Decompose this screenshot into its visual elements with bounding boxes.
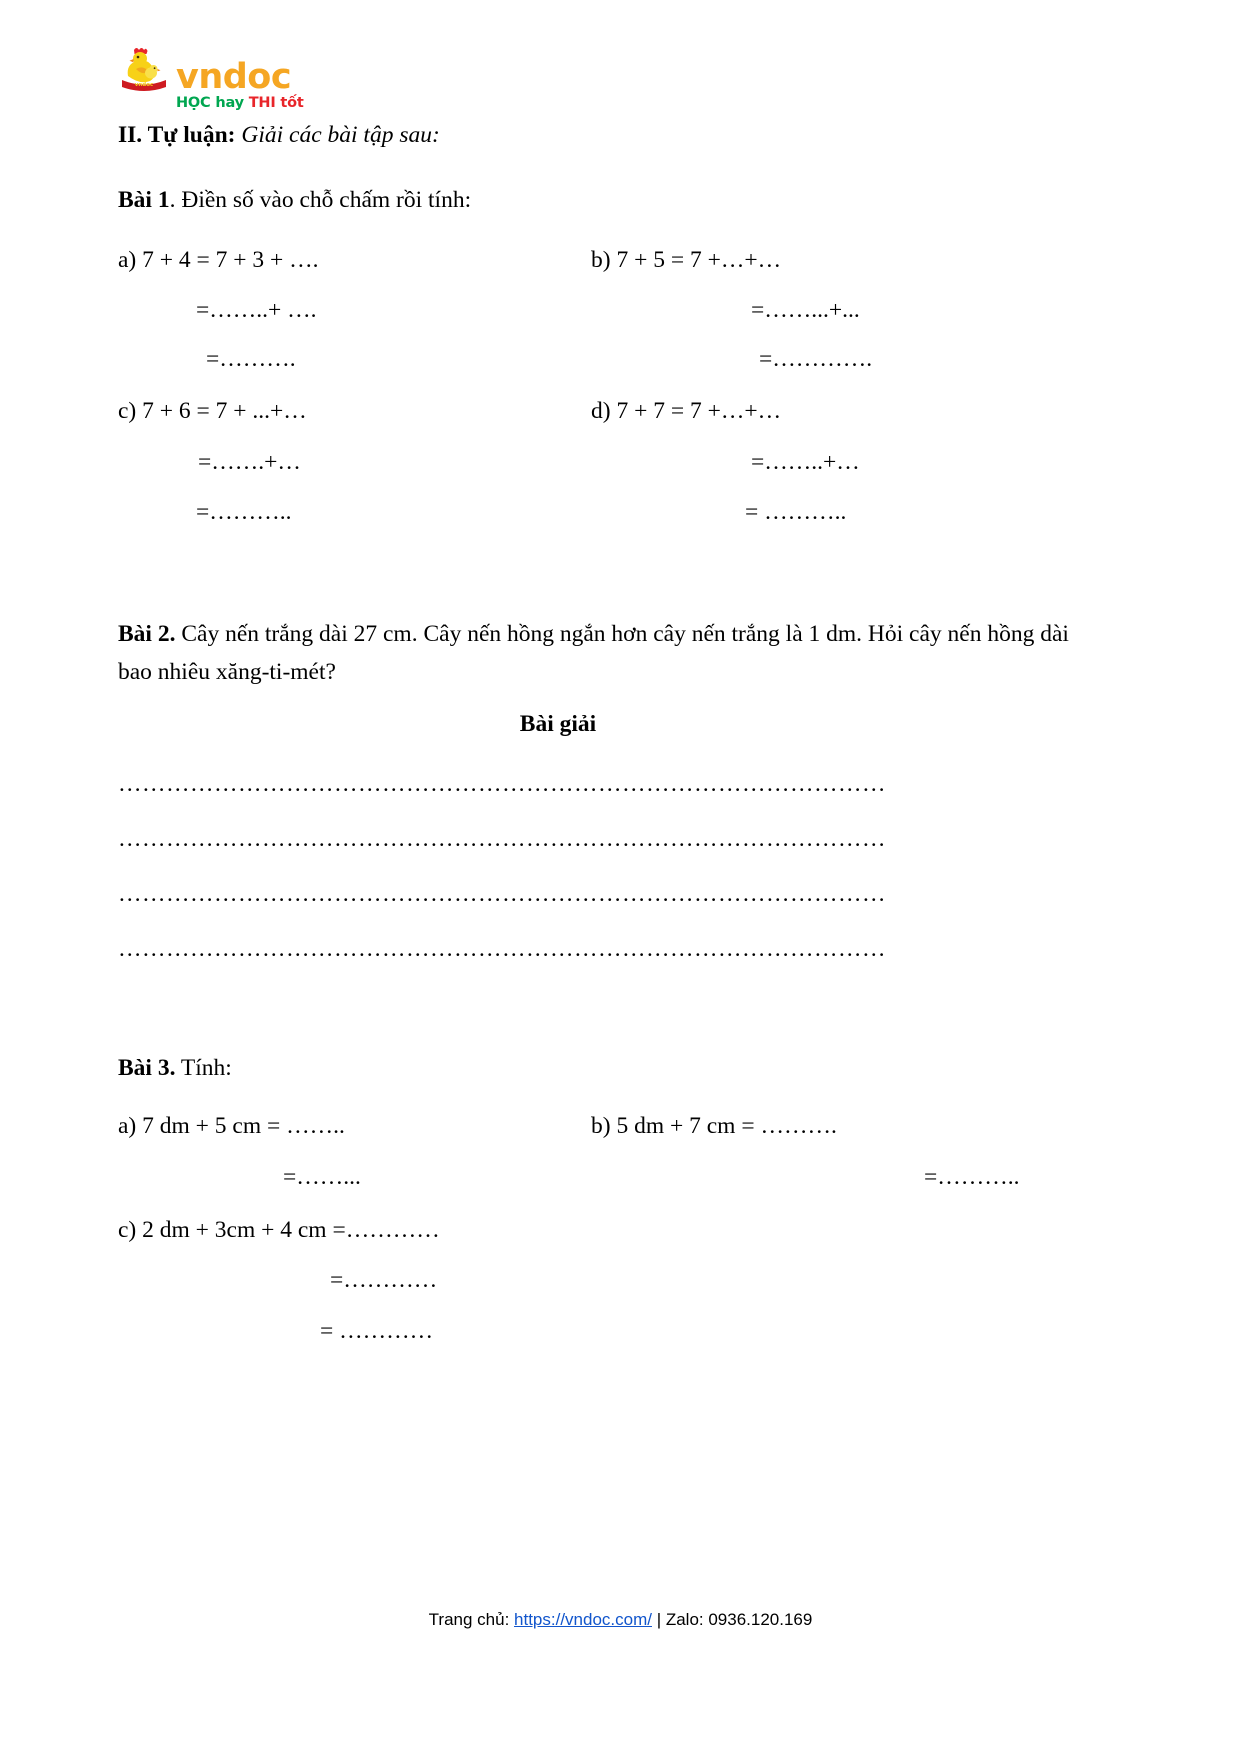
bai1-item-d-line3: = ……….. bbox=[745, 499, 847, 526]
bai3-item-c-line2: =………… bbox=[330, 1267, 438, 1294]
bai1-row-ab-line1 bbox=[118, 248, 1123, 273]
bai1-row-ab-line3 bbox=[118, 347, 1123, 372]
section-heading-bold: II. Tự luận: bbox=[118, 122, 236, 148]
bai1-item-c-line3: =……….. bbox=[196, 499, 292, 526]
bai1-label: Bài 1 bbox=[118, 187, 170, 214]
section-heading-italic: Giải các bài tập sau: bbox=[235, 122, 440, 148]
bai3-item-c-line3: = ………… bbox=[320, 1318, 434, 1345]
page-footer bbox=[0, 1610, 1241, 1630]
bai1-row-cd-line3 bbox=[118, 500, 1123, 525]
bai1-item-a-line2: =……..+ …. bbox=[196, 296, 317, 323]
bai3-item-a-line1: a) 7 dm + 5 cm = …….. bbox=[118, 1113, 345, 1140]
bai3-prompt-text: Tính: bbox=[175, 1055, 232, 1082]
bai1-row-cd-line1 bbox=[118, 399, 1123, 424]
logo-wordmark: vndoc bbox=[176, 56, 292, 97]
document-content bbox=[118, 0, 1123, 1344]
footer-homepage-link[interactable]: https://vndoc.com/ bbox=[514, 1610, 652, 1629]
bai1-item-c-line1: c) 7 + 6 = 7 + ...+… bbox=[118, 398, 307, 425]
bai1-item-b-line1: b) 7 + 5 = 7 +…+… bbox=[591, 247, 782, 274]
bai2-label: Bài 2. bbox=[118, 621, 176, 648]
logo-tagline-red: THI tốt bbox=[248, 95, 304, 111]
bai3-item-b-line2: =……….. bbox=[924, 1164, 1020, 1191]
bai3-item-b-line1: b) 5 dm + 7 cm = ………. bbox=[591, 1113, 837, 1140]
bai3-row-ab-line2 bbox=[118, 1165, 1123, 1190]
bai3-item-c-line1: c) 2 dm + 3cm + 4 cm =………… bbox=[118, 1216, 440, 1243]
bai2-answer-line-2[interactable]: …………………………………………………………………………………… bbox=[118, 826, 886, 853]
bai1-row-ab-line2 bbox=[118, 298, 1123, 323]
footer-prefix: Trang chủ: bbox=[428, 1610, 515, 1629]
bai1-row-cd-line2 bbox=[118, 450, 1123, 475]
bai1-item-d-line2: =……..+… bbox=[751, 448, 860, 475]
bai1-item-a-line1: a) 7 + 4 = 7 + 3 + …. bbox=[118, 247, 319, 274]
bai3-prompt bbox=[118, 1049, 1123, 1087]
logo-tagline-green: HỌC hay bbox=[176, 95, 244, 111]
bai3-row-ab-line1 bbox=[118, 1114, 1123, 1139]
bai2-prompt bbox=[118, 615, 1103, 691]
bai2-answer-line-3[interactable]: …………………………………………………………………………………… bbox=[118, 881, 886, 908]
bai2-answer-line-1[interactable]: …………………………………………………………………………………… bbox=[118, 771, 886, 798]
bai2-solution-heading: Bài giải bbox=[519, 711, 597, 738]
bai1-prompt-text: . Điền số vào chỗ chấm rồi tính: bbox=[169, 187, 472, 214]
bai1-item-d-line1: d) 7 + 7 = 7 +…+… bbox=[591, 398, 782, 425]
bai1-item-a-line3: =………. bbox=[206, 346, 296, 373]
svg-text:vndoc: vndoc bbox=[134, 82, 154, 89]
footer-suffix: | Zalo: 0936.120.169 bbox=[651, 1610, 813, 1629]
bai3-item-a-line2: =……... bbox=[283, 1164, 361, 1191]
bai2-answer-line-4[interactable]: …………………………………………………………………………………… bbox=[118, 936, 886, 963]
bai1-prompt bbox=[118, 181, 1123, 219]
bai1-item-b-line3: =…………. bbox=[759, 346, 873, 373]
bai3-label: Bài 3. bbox=[118, 1055, 176, 1082]
bai2-text: Cây nến trắng dài 27 cm. Cây nến hồng ngắn hơn cây nến trắng là 1 dm. Hỏi cây nến hồng dài bao nhiêu xăng-ti-mét? bbox=[118, 621, 1069, 686]
bai1-item-c-line2: =…….+… bbox=[198, 448, 301, 475]
bai1-item-b-line2: =……...+... bbox=[751, 296, 860, 323]
section-heading bbox=[118, 116, 1123, 154]
